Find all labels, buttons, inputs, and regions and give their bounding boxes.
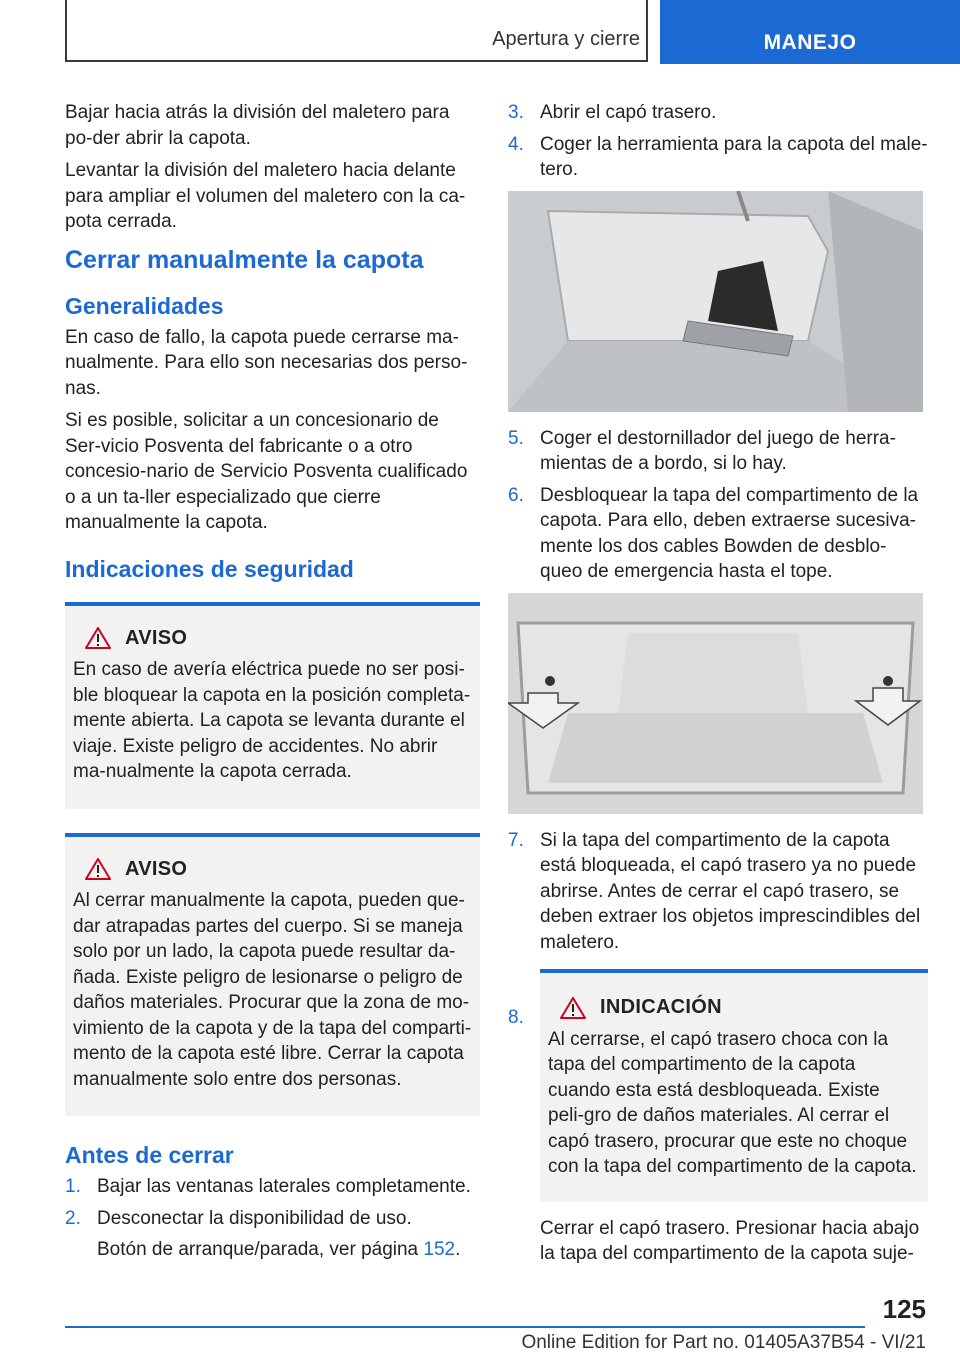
step-text: Coger el destornillador del juego de herra-mientas de a bordo, si lo hay.	[540, 427, 896, 474]
step-text: Bajar las ventanas laterales completamente.	[97, 1176, 471, 1197]
left-column	[65, 100, 480, 1270]
page-link[interactable]: 152	[423, 1239, 456, 1260]
paragraph: Bajar hacia atrás la división del maletero para po-der abrir la capota.	[65, 102, 450, 149]
edition-footer: Online Edition for Part no. 01405A37B54 - VI/21	[521, 1332, 926, 1353]
step-text: Coger la herramienta para la capota del male-tero.	[540, 133, 928, 180]
trunk-tool-photo	[508, 191, 923, 412]
warning-text: Al cerrar manualmente la capota, pueden que-dar atrapadas partes del cuerpo. Si se maneja solo por un lado, la capota puede resultar da-ñada. Existe peligro de lesionarse o peligro de daños materiales. Procurar que la zona de mo-vimiento de la capota y de la tapa del comparti-mento de la capota esté libre. Cerrar la capota manualmente solo entre dos personas.	[73, 890, 472, 1090]
step-list	[508, 426, 928, 585]
paragraph: En caso de fallo, la capota puede cerrarse ma-nualmente. Para ello son necesarias dos perso-nas.	[65, 326, 468, 399]
step-number: 2.	[65, 1207, 81, 1229]
paragraph: Levantar la división del maletero hacia delante para ampliar el volumen del maletero con la ca-pota cerrada.	[65, 160, 466, 232]
warning-box	[65, 833, 480, 1117]
trunk-release-photo	[508, 593, 923, 814]
step-number: 4.	[508, 133, 524, 155]
list-item	[508, 100, 928, 126]
subtext-end: .	[455, 1239, 461, 1260]
warning-box	[65, 602, 480, 809]
list-item	[508, 132, 928, 183]
step-list	[508, 828, 928, 956]
paragraph: Si es posible, solicitar a un concesionario de Ser-vicio Posventa del fabricante o a otro concesio-nario de Servicio Posventa cualificado o a un ta-ller especializado que cierre manualmente la capota.	[65, 410, 468, 533]
list-item	[65, 1174, 480, 1200]
notice-text: Al cerrarse, el capó trasero choca con la tapa del compartimento de la capota cuando esta está desbloqueada. Existe peli-gro de daños materiales. Al cerrar el capó trasero, procurar que este no choque con la tapa del compartimento de la capota.	[548, 1028, 917, 1177]
step-8-row	[508, 969, 928, 1202]
list-item	[508, 483, 928, 585]
chapter-tab[interactable]: MANEJO	[660, 0, 960, 64]
step-list	[508, 100, 928, 183]
list-item	[508, 426, 928, 477]
step-number: 1.	[65, 1176, 81, 1197]
step-text: Desconectar la disponibilidad de uso.	[97, 1207, 412, 1229]
step-list	[65, 1174, 480, 1231]
page-number: 125	[882, 1294, 926, 1324]
warning-triangle-icon	[85, 858, 111, 880]
warning-text: En caso de avería eléctrica puede no ser posi-ble bloquear la capota en la posición completa-mente abierta. La capota se levanta durante el viaje. Existe peligro de accidentes. No abrir ma-nualmente la capota cerrada.	[73, 659, 471, 782]
section-title: Apertura y cierre	[492, 28, 640, 50]
subsection-heading: Generalidades	[65, 292, 224, 319]
step-number: 3.	[508, 102, 524, 123]
paragraph: Cerrar el capó trasero. Presionar hacia abajo la tapa del compartimento de la capota suje-	[540, 1217, 920, 1264]
list-item	[65, 1206, 480, 1232]
notice-box	[540, 969, 928, 1202]
warning-title: AVISO	[125, 857, 188, 880]
warning-triangle-icon	[560, 997, 586, 1019]
step-number: 5.	[508, 427, 524, 449]
notice-title: INDICACIÓN	[600, 996, 722, 1018]
subtext-label: Botón de arranque/parada, ver página	[97, 1239, 424, 1260]
warning-title: AVISO	[125, 626, 188, 649]
warning-triangle-icon	[85, 627, 111, 649]
right-column	[508, 100, 928, 1274]
step-number: 6.	[508, 484, 524, 506]
section-heading: Cerrar manualmente la capota	[65, 245, 424, 274]
step-text: Si la tapa del compartimento de la capota está bloqueada, el capó trasero ya no puede abrirse. Antes de cerrar el capó trasero, se deben extraer los objetos imprescindibles del maletero.	[540, 829, 921, 953]
footer-divider	[65, 1326, 865, 1328]
subsection-heading: Indicaciones de seguridad	[65, 555, 354, 582]
subsection-heading: Antes de cerrar	[65, 1142, 234, 1168]
step-text: Abrir el capó trasero.	[540, 102, 717, 123]
list-item	[508, 828, 928, 956]
step-number: 8.	[508, 1007, 524, 1028]
step-subtext	[65, 1237, 480, 1263]
step-number: 7.	[508, 829, 524, 851]
step-text: Desbloquear la tapa del compartimento de la capota. Para ello, deben extraerse sucesiva-mente los dos cables Bowden de desblo-queo de emergencia hasta el tope.	[540, 484, 919, 582]
